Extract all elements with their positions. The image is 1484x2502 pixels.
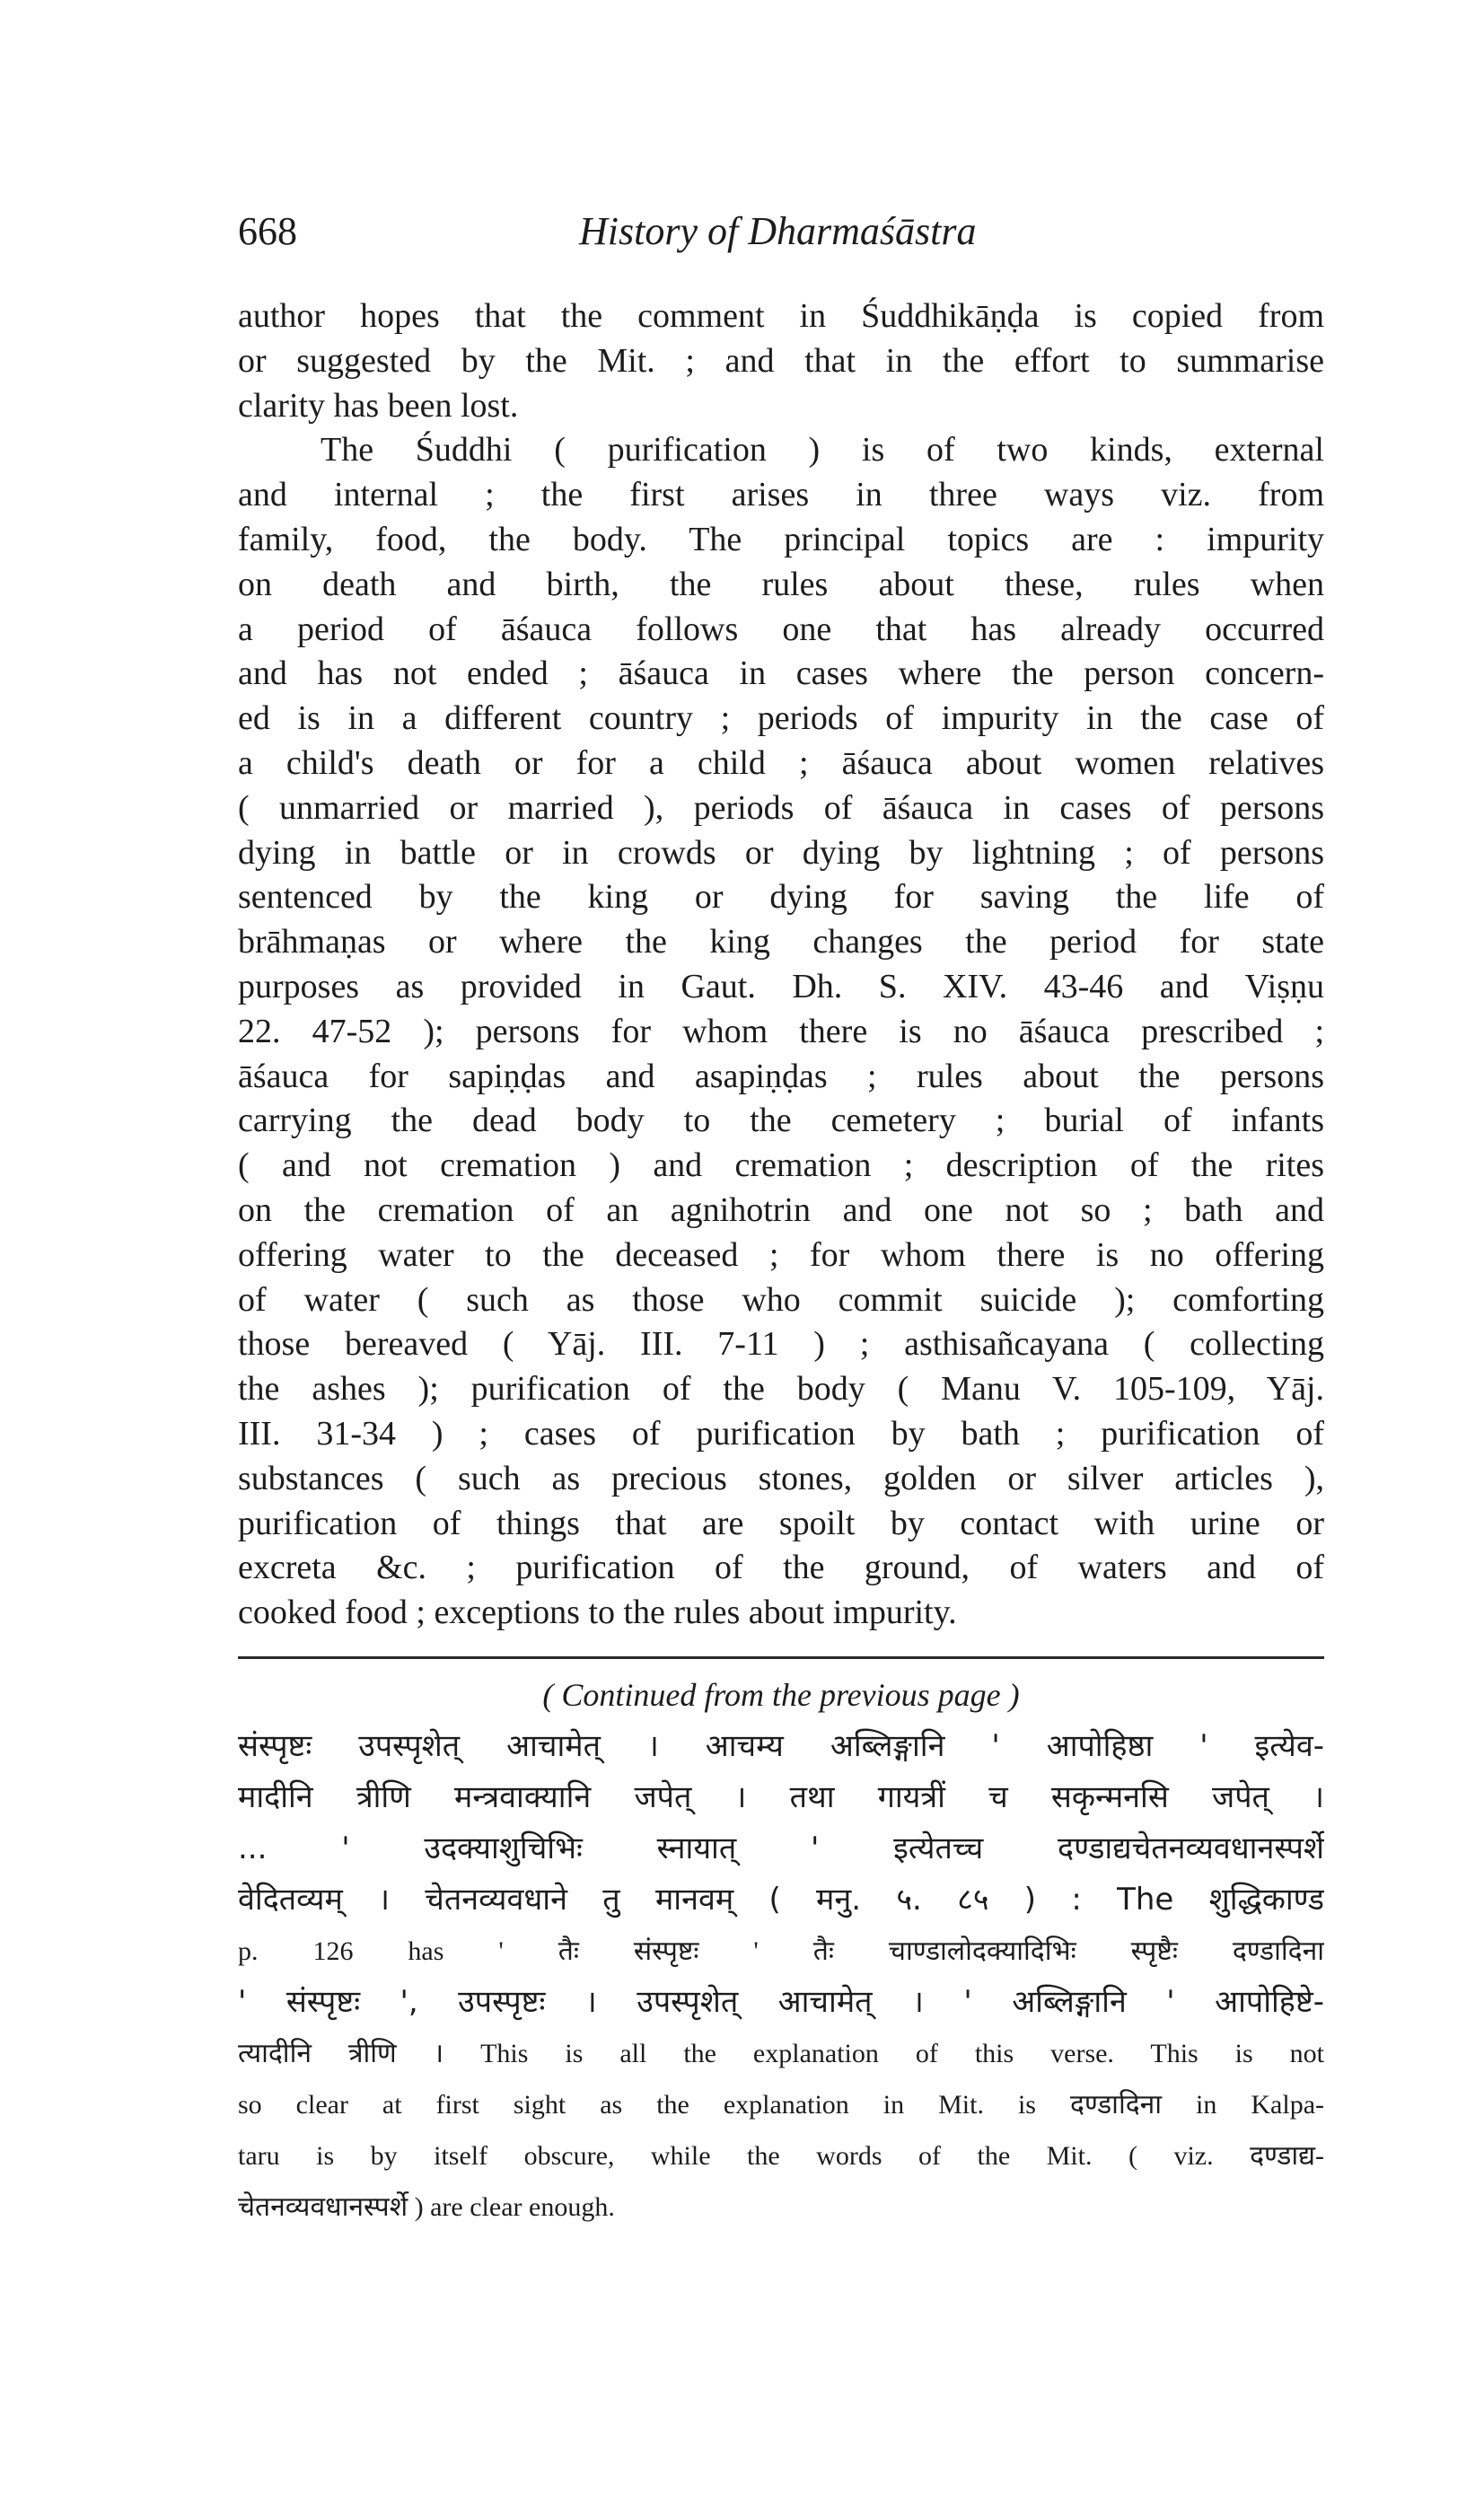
text-line: a child's death or for a child ; āśauca about women relatives [238, 743, 1324, 782]
text-line: or suggested by the Mit. ; and that in the effort to summarise [238, 341, 1324, 380]
text-line: a period of āśauca follows one that has already occurred [238, 610, 1324, 648]
text-line: excreta &c. ; purification of the ground, of waters and of [238, 1549, 1324, 1587]
text-line: and internal ; the first arises in three ways viz. from [238, 476, 1324, 514]
text-line: cooked food ; exceptions to the rules about impurity. [238, 1593, 957, 1632]
footnote-line: संस्पृष्टः उपस्पृशेत् आचामेत् । आचम्य अब्लिङ्गानि ' आपोहिष्ठा ' इत्येव- [238, 1728, 1324, 1764]
text-line: 22. 47-52 ); persons for whom there is no āśauca prescribed ; [238, 1012, 1324, 1050]
text-line: author hopes that the comment in Śuddhikāṇḍa is copied from [238, 297, 1324, 335]
text-line: āśauca for sapiṇḍas and asapiṇḍas ; rules about the persons [238, 1057, 1324, 1095]
text-line: The Śuddhi ( purification ) is of two kinds, external [321, 431, 1324, 470]
footnote-line: चेतनव्यवधानस्पर्शे ) are clear enough. [238, 2192, 615, 2222]
footnote-divider [238, 1656, 1324, 1659]
text-line: the ashes ); purification of the body ( Manu V. 105-109, Yāj. [238, 1370, 1324, 1409]
page-header [238, 208, 1329, 262]
running-title: History of Dharmaśāstra [579, 209, 977, 253]
text-line: of water ( such as those who commit suicide ); comforting [238, 1280, 1324, 1319]
text-line: ( and not cremation ) and cremation ; description of the rites [238, 1146, 1324, 1185]
text-line: ( unmarried or married ), periods of āśauca in cases of persons [238, 788, 1324, 827]
footnote-line: p. 126 has ' तैः संस्पृष्टः ' तैः चाण्डालोदक्यादिभिः स्पृष्टैः दण्डादिना [238, 1936, 1324, 1966]
page-number: 668 [238, 209, 297, 253]
text-line: purposes as provided in Gaut. Dh. S. XIV. 43-46 and Viṣṇu [238, 967, 1324, 1005]
text-line: dying in battle or in crowds or dying by lightning ; of persons [238, 833, 1324, 872]
text-line: III. 31-34 ) ; cases of purification by bath ; purification of [238, 1414, 1324, 1453]
text-line: purification of things that are spoilt by contact with urine or [238, 1504, 1324, 1542]
text-line: and has not ended ; āśauca in cases where the person concern- [238, 654, 1324, 693]
footnote-line: so clear at first sight as the explanation in Mit. is दण्डादिना in Kalpa- [238, 2090, 1324, 2120]
text-line: those bereaved ( Yāj. III. 7-11 ) ; asthisañcayana ( collecting [238, 1325, 1324, 1364]
text-line: carrying the dead body to the cemetery ; burial of infants [238, 1102, 1324, 1140]
text-line: ed is in a different country ; periods of impurity in the case of [238, 699, 1324, 738]
footnote-line: taru is by itself obscure, while the words of the Mit. ( viz. दण्डाद्य- [238, 2141, 1324, 2171]
footnote-heading: ( Continued from the previous page ) [542, 1677, 1020, 1713]
text-line: sentenced by the king or dying for saving the life of [238, 878, 1324, 917]
footnote-line: वेदितव्यम् । चेतनव्यवधाने तु मानवम् ( मनु. ५. ८५ ) : The शुद्धिकाण्ड [238, 1882, 1324, 1918]
footnote-line: ... ' उदक्याशुचिभिः स्नायात् ' इत्येतच्च दण्डाद्यचेतनव्यवधानस्पर्शे [238, 1830, 1324, 1866]
text-line: family, food, the body. The principal topics are : impurity [238, 520, 1324, 558]
text-line: on the cremation of an agnihotrin and one not so ; bath and [238, 1190, 1324, 1229]
footnote-block [238, 1670, 1324, 2233]
text-line: clarity has been lost. [238, 386, 519, 425]
text-line: substances ( such as precious stones, golden or silver articles ), [238, 1459, 1324, 1497]
main-text [238, 294, 1324, 1636]
footnote-line: ' संस्पृष्टः ', उपस्पृष्टः । उपस्पृशेत् आचामेत् । ' अब्लिङ्गानि ' आपोहिष्टे- [238, 1984, 1324, 2020]
text-line: brāhmaṇas or where the king changes the period for state [238, 923, 1324, 961]
footnote-line: त्यादीनि त्रीणि । This is all the explanation of this verse. This is not [238, 2039, 1324, 2068]
footnote-line: मादीनि त्रीणि मन्त्रवाक्यानि जपेत् । तथा गायत्रीं च सकृन्मनसि जपेत् । [238, 1779, 1324, 1815]
text-line: on death and birth, the rules about these, rules when [238, 565, 1324, 603]
text-line: offering water to the deceased ; for whom there is no offering [238, 1235, 1324, 1274]
